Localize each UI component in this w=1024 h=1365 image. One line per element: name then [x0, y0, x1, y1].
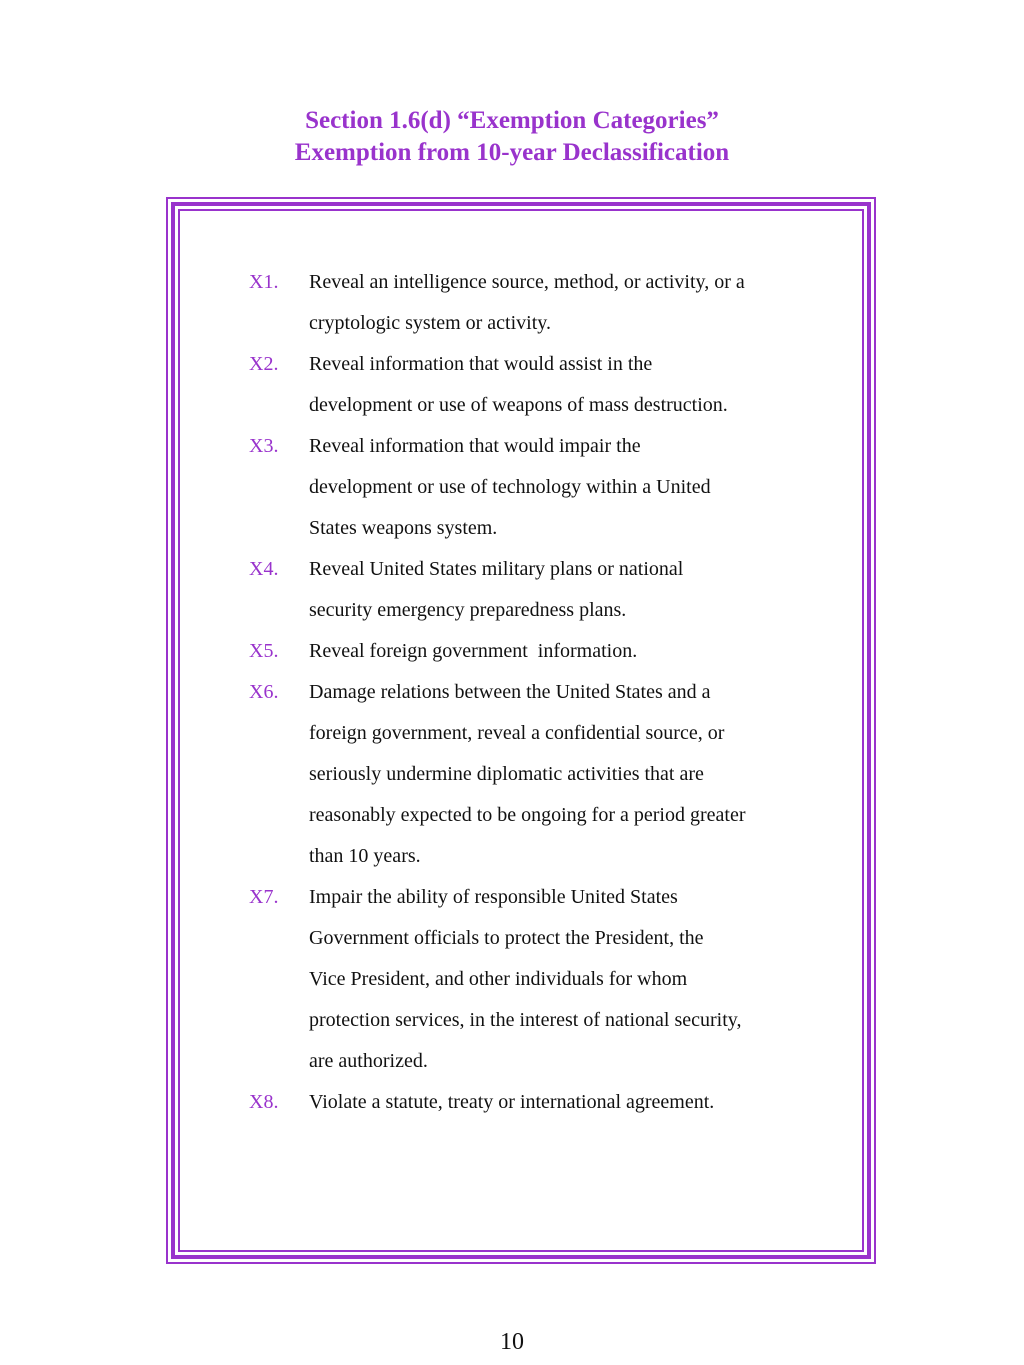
- item-code: X8.: [249, 1091, 279, 1113]
- exemption-list: [249, 262, 819, 1123]
- item-code: X7.: [249, 886, 279, 908]
- item-code: X2.: [249, 353, 279, 375]
- item-text: Reveal foreign government information.: [309, 640, 638, 662]
- item-code: X3.: [249, 435, 279, 457]
- item-text: Reveal an intelligence source, method, or activity, or a cryptologic system or activity.: [309, 271, 745, 334]
- item-text: Reveal information that would impair the development or use of technology within a United States weapons system.: [309, 435, 711, 539]
- list-item: [249, 549, 819, 631]
- item-text: Reveal information that would assist in the development or use of weapons of mass destruction.: [309, 353, 728, 416]
- list-item: [249, 426, 819, 549]
- list-item: [249, 262, 819, 344]
- item-code: X1.: [249, 271, 279, 293]
- item-text: Reveal United States military plans or national security emergency preparedness plans.: [309, 558, 684, 621]
- item-text: Damage relations between the United States and a foreign government, reveal a confidential source, or seriously undermine diplomatic activities that are reasonably expected to be ongoing for a period greater than 10 years.: [309, 681, 746, 867]
- list-item: [249, 1082, 819, 1123]
- item-text: Impair the ability of responsible United States Government officials to protect the President, the Vice President, and other individuals for whom protection services, in the interest of national security, are authorized.: [309, 886, 742, 1072]
- list-item: [249, 344, 819, 426]
- item-code: X6.: [249, 681, 279, 703]
- list-item: [249, 631, 819, 672]
- list-item: [249, 877, 819, 1082]
- item-code: X4.: [249, 558, 279, 580]
- section-subtitle: Exemption from 10-year Declassification: [294, 139, 730, 166]
- section-title: Section 1.6(d) “Exemption Categories”: [305, 107, 719, 134]
- item-text: Violate a statute, treaty or international agreement.: [309, 1091, 715, 1113]
- item-code: X5.: [249, 640, 279, 662]
- list-item: [249, 672, 819, 877]
- page-number: 10: [500, 1329, 524, 1355]
